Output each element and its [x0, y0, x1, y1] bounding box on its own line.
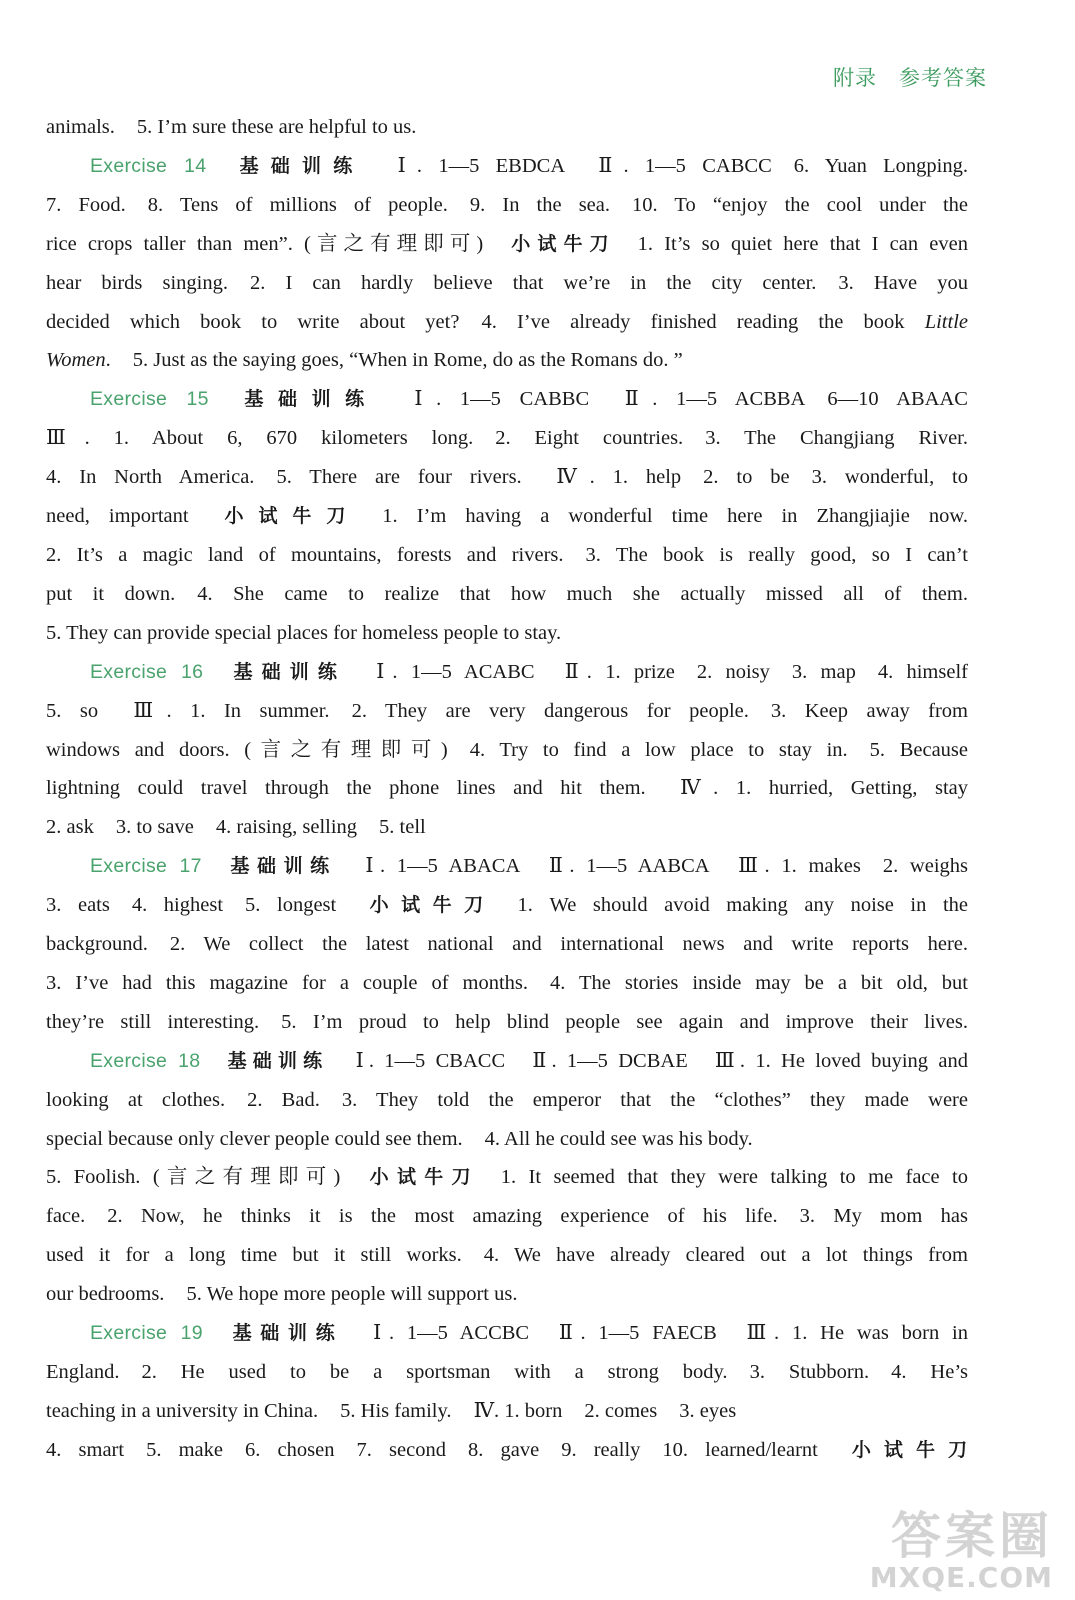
answer-segment: 5. I’m sure these are helpful to us. — [136, 116, 417, 138]
answer-segment: 2. He used to be a sportsman with a strong body. — [141, 1361, 728, 1383]
answer-segment: Ⅱ. 1—5 CABCC — [587, 154, 772, 177]
text-line — [46, 225, 968, 264]
answer-segment: England. — [46, 1361, 120, 1383]
answer-segment: 4. himself — [877, 660, 968, 683]
answer-segment: 4. smart — [46, 1438, 125, 1461]
answer-segment: background. — [46, 933, 148, 956]
answer-segment: 3. They told the emperor that the “clothes” they made were — [341, 1088, 968, 1111]
section-tag: 小试牛刀 — [505, 232, 616, 255]
answer-segment: Ⅲ. 1. makes — [731, 855, 861, 878]
answer-segment: Ⅲ. 1. He loved buying and — [709, 1049, 968, 1072]
text-line — [46, 1003, 968, 1042]
answer-segment: teaching in a university in China. — [46, 1399, 319, 1422]
answer-segment: 2. It’s a magic land of mountains, forests and rivers. — [46, 543, 564, 566]
exercise-heading: Exercise 16 — [90, 660, 204, 683]
answer-segment: 8. gave — [467, 1438, 540, 1461]
text-line — [46, 886, 968, 925]
answer-segment: 6. Yuan Longping. — [793, 154, 968, 177]
answer-segment: 3. I’ve had this magazine for a couple of months. — [46, 971, 529, 994]
answer-segment: 1. We should avoid making any noise in the — [517, 894, 969, 917]
answer-segment: 9. really — [561, 1438, 641, 1461]
answer-segment: 2. noisy — [696, 660, 770, 683]
answer-segment: 2. Bad. — [247, 1088, 320, 1111]
answer-segment: 2. to be — [703, 466, 790, 489]
answer-segment: 3. Stubborn. — [749, 1361, 870, 1383]
answer-segment: 5. Just as the saying goes, “When in Rome, do as the Romans do. ” — [132, 349, 683, 372]
answer-segment: Ⅱ. 1—5 DCBAE — [527, 1049, 688, 1072]
text-line — [46, 925, 968, 964]
text-line — [46, 1236, 968, 1275]
text-line — [46, 1120, 968, 1159]
answer-segment: Ⅱ. 1. prize — [556, 660, 675, 683]
answer-segment: face. — [46, 1205, 86, 1228]
answer-segment: 5. There are four rivers. — [276, 466, 522, 489]
answer-segment: 4. We have already cleared out a lot things from — [483, 1244, 968, 1267]
text-line — [46, 380, 968, 419]
answer-segment: 2. comes — [584, 1399, 658, 1422]
section-tag: 小试牛刀 — [210, 505, 361, 528]
answer-segment: looking at clothes. — [46, 1088, 226, 1111]
answer-segment: 1. I’m having a wonderful time here in Zhangjiajie now. — [382, 505, 968, 528]
answer-text — [46, 108, 968, 1470]
section-tag: 基础训练 — [225, 660, 347, 683]
answer-segment: 7. second — [356, 1438, 446, 1461]
answer-segment: 5. so — [46, 699, 99, 722]
answer-segment: decided which book to write about yet? — [46, 310, 460, 333]
answer-segment: 2. Now, he thinks it is the most amazing experience of his life. — [107, 1205, 778, 1228]
text-line — [46, 303, 968, 342]
answer-segment: need, important — [46, 505, 189, 528]
text-line — [46, 186, 968, 225]
exercise-heading: Exercise 19 — [90, 1322, 203, 1345]
answer-segment: our bedrooms. — [46, 1283, 165, 1306]
section-tag: 基础训练 — [228, 154, 365, 177]
text-line — [46, 1197, 968, 1236]
answer-segment: 4. He’s — [891, 1361, 968, 1383]
text-line — [46, 1314, 968, 1353]
watermark-logo-text: 答案圈 — [891, 1507, 1053, 1566]
answer-segment: Ⅲ. 1. He was born in — [738, 1322, 968, 1345]
answer-segment: 5. longest — [245, 894, 337, 917]
section-tag: 基础训练 — [230, 388, 379, 411]
answer-segment: 8. Tens of millions of people. — [147, 193, 448, 216]
answer-segment: 3. to save — [115, 816, 194, 839]
answer-segment: 5. I’m proud to help blind people see again and improve their lives. — [281, 1010, 968, 1033]
text-line — [46, 1275, 968, 1314]
answer-segment: 5. They can provide special places for homeless people to stay. — [46, 621, 562, 644]
answer-segment: 9. In the sea. — [469, 193, 611, 216]
answer-segment: special because only clever people could see them. — [46, 1127, 463, 1150]
page-header — [833, 62, 987, 92]
text-line — [46, 497, 968, 536]
answer-segment: 2. Eight countries. — [495, 427, 684, 450]
answer-segment: Ⅰ. 1—5 CBACC — [350, 1049, 506, 1072]
answer-segment: 4. In North America. — [46, 466, 255, 489]
text-line — [46, 147, 968, 186]
answer-segment: Ⅲ. 1. About 6, 670 kilometers long. — [46, 427, 474, 450]
answer-segment: 3. My mom has — [799, 1205, 968, 1228]
section-tag: 基础训练 — [222, 1049, 329, 1072]
answer-segment: used it for a long time but it still works. — [46, 1244, 462, 1267]
answer-segment: Ⅱ. 1—5 ACBBA — [611, 388, 806, 411]
italic-text: Women — [46, 349, 106, 372]
text-line — [46, 847, 968, 886]
text-line — [46, 575, 968, 614]
answer-segment: 1. It seemed that they were talking to me face to — [500, 1166, 968, 1189]
text-line — [46, 536, 968, 575]
answer-segment: animals. — [46, 116, 115, 138]
answer-segment: Ⅱ. 1—5 FAECB — [551, 1322, 717, 1345]
answer-segment: 2. I can hardly believe that we’re in the city center. — [249, 271, 817, 294]
answer-segment: rice crops taller than men”. (言之有理即可) — [46, 232, 484, 255]
answer-segment: 4. Try to find a low place to stay in. — [469, 738, 848, 761]
header-section: 附录 — [833, 66, 877, 90]
text-line — [46, 264, 968, 303]
text-line — [46, 964, 968, 1003]
text-line — [46, 692, 968, 731]
answer-segment: 4. The stories inside may be a bit old, but — [550, 971, 968, 994]
text-line — [46, 769, 968, 808]
answer-segment: windows and doors. (言之有理即可) — [46, 738, 448, 761]
exercise-heading: Exercise 15 — [90, 388, 209, 411]
exercise-heading: Exercise 17 — [90, 855, 202, 878]
answer-segment: 2. They are very dangerous for people. — [351, 699, 749, 722]
answer-segment: 5. make — [146, 1438, 224, 1461]
answer-segment: 4. She came to realize that how much she actually missed all of them. — [197, 582, 968, 605]
answer-segment: Ⅰ. 1—5 ACCBC — [365, 1322, 530, 1345]
exercise-heading: Exercise 18 — [90, 1049, 201, 1072]
text-line — [46, 614, 968, 653]
section-tag: 小试牛刀 — [358, 894, 496, 917]
answer-segment: 5. Because — [869, 738, 969, 761]
answer-segment: 3. map — [791, 660, 856, 683]
text-line — [46, 1042, 968, 1081]
section-tag: 小试牛刀 — [839, 1438, 968, 1461]
text-line — [46, 1158, 968, 1197]
section-tag: 基础训练 — [223, 855, 337, 878]
answer-segment: 4. highest — [131, 894, 224, 917]
answer-segment: 2. weighs — [882, 855, 968, 878]
header-title: 参考答案 — [899, 66, 987, 90]
answer-segment: lightning could travel through the phone lines and hit them. — [46, 777, 646, 800]
answer-segment: 2. We collect the latest national and international news and write reports here. — [169, 933, 968, 956]
answer-segment: 3. The Changjiang River. — [705, 427, 968, 450]
answer-segment: 5. Foolish. (言之有理即可) — [46, 1166, 341, 1189]
answer-segment: 3. eyes — [679, 1399, 737, 1422]
answer-segment: Ⅳ. 1. born — [473, 1399, 563, 1422]
text-line — [46, 341, 968, 380]
answer-segment: 3. Keep away from — [770, 699, 969, 722]
answer-segment: . — [105, 349, 111, 372]
italic-text: Little — [924, 310, 968, 333]
answer-segment: 10. To “enjoy the cool under the — [632, 193, 968, 216]
answer-segment: 2. ask — [46, 816, 94, 839]
watermark-url: MXQE.COM — [869, 1560, 1053, 1594]
answer-segment: Ⅰ. 1—5 CABBC — [400, 388, 590, 411]
text-line — [46, 1353, 968, 1392]
answer-segment: 1. It’s so quiet here that I can even — [637, 232, 968, 255]
text-line — [46, 108, 968, 147]
text-line — [46, 458, 968, 497]
answer-segment: 3. wonderful, to — [811, 466, 969, 489]
answer-segment: they’re still interesting. — [46, 1010, 260, 1033]
answer-segment: Ⅰ. 1—5 ABACA — [358, 855, 521, 878]
answer-segment: 7. Food. — [46, 193, 126, 216]
text-line — [46, 1392, 968, 1431]
answer-segment: 4. All he could see was his body. — [484, 1127, 753, 1150]
text-line — [46, 808, 968, 847]
answer-segment: 3. Have you — [838, 271, 968, 294]
watermark — [869, 1507, 1053, 1594]
text-line — [46, 1081, 968, 1120]
answer-segment: 4. I’ve already finished reading the book — [481, 310, 925, 333]
answer-segment: Ⅱ. 1—5 AABCA — [542, 855, 710, 878]
answer-segment: 6. chosen — [245, 1438, 335, 1461]
exercise-heading: Exercise 14 — [90, 154, 207, 177]
answer-segment: 5. tell — [379, 816, 426, 839]
text-line — [46, 1431, 968, 1470]
answer-segment: Ⅰ. 1—5 ACABC — [368, 660, 535, 683]
answer-segment: 10. learned/learnt — [662, 1438, 818, 1461]
answer-segment: 3. The book is really good, so I can’t — [585, 543, 968, 566]
answer-segment: 5. His family. — [340, 1399, 452, 1422]
answer-segment: 6—10 ABAAC — [827, 388, 968, 411]
answer-segment: 5. We hope more people will support us. — [186, 1283, 518, 1306]
answer-segment: hear birds singing. — [46, 271, 228, 294]
text-line — [46, 731, 968, 770]
answer-segment: Ⅳ. 1. hurried, Getting, stay — [667, 777, 968, 800]
answer-segment: Ⅳ. 1. help — [543, 466, 682, 489]
text-line — [46, 653, 968, 692]
section-tag: 小试牛刀 — [362, 1166, 479, 1189]
answer-segment: 3. eats — [46, 894, 110, 917]
answer-segment: put it down. — [46, 582, 176, 605]
answer-segment: Ⅰ. 1—5 EBDCA — [386, 154, 566, 177]
answer-segment: 4. raising, selling — [215, 816, 358, 839]
section-tag: 基础训练 — [224, 1322, 344, 1345]
answer-segment: Ⅲ. 1. In summer. — [120, 699, 330, 722]
text-line — [46, 419, 968, 458]
